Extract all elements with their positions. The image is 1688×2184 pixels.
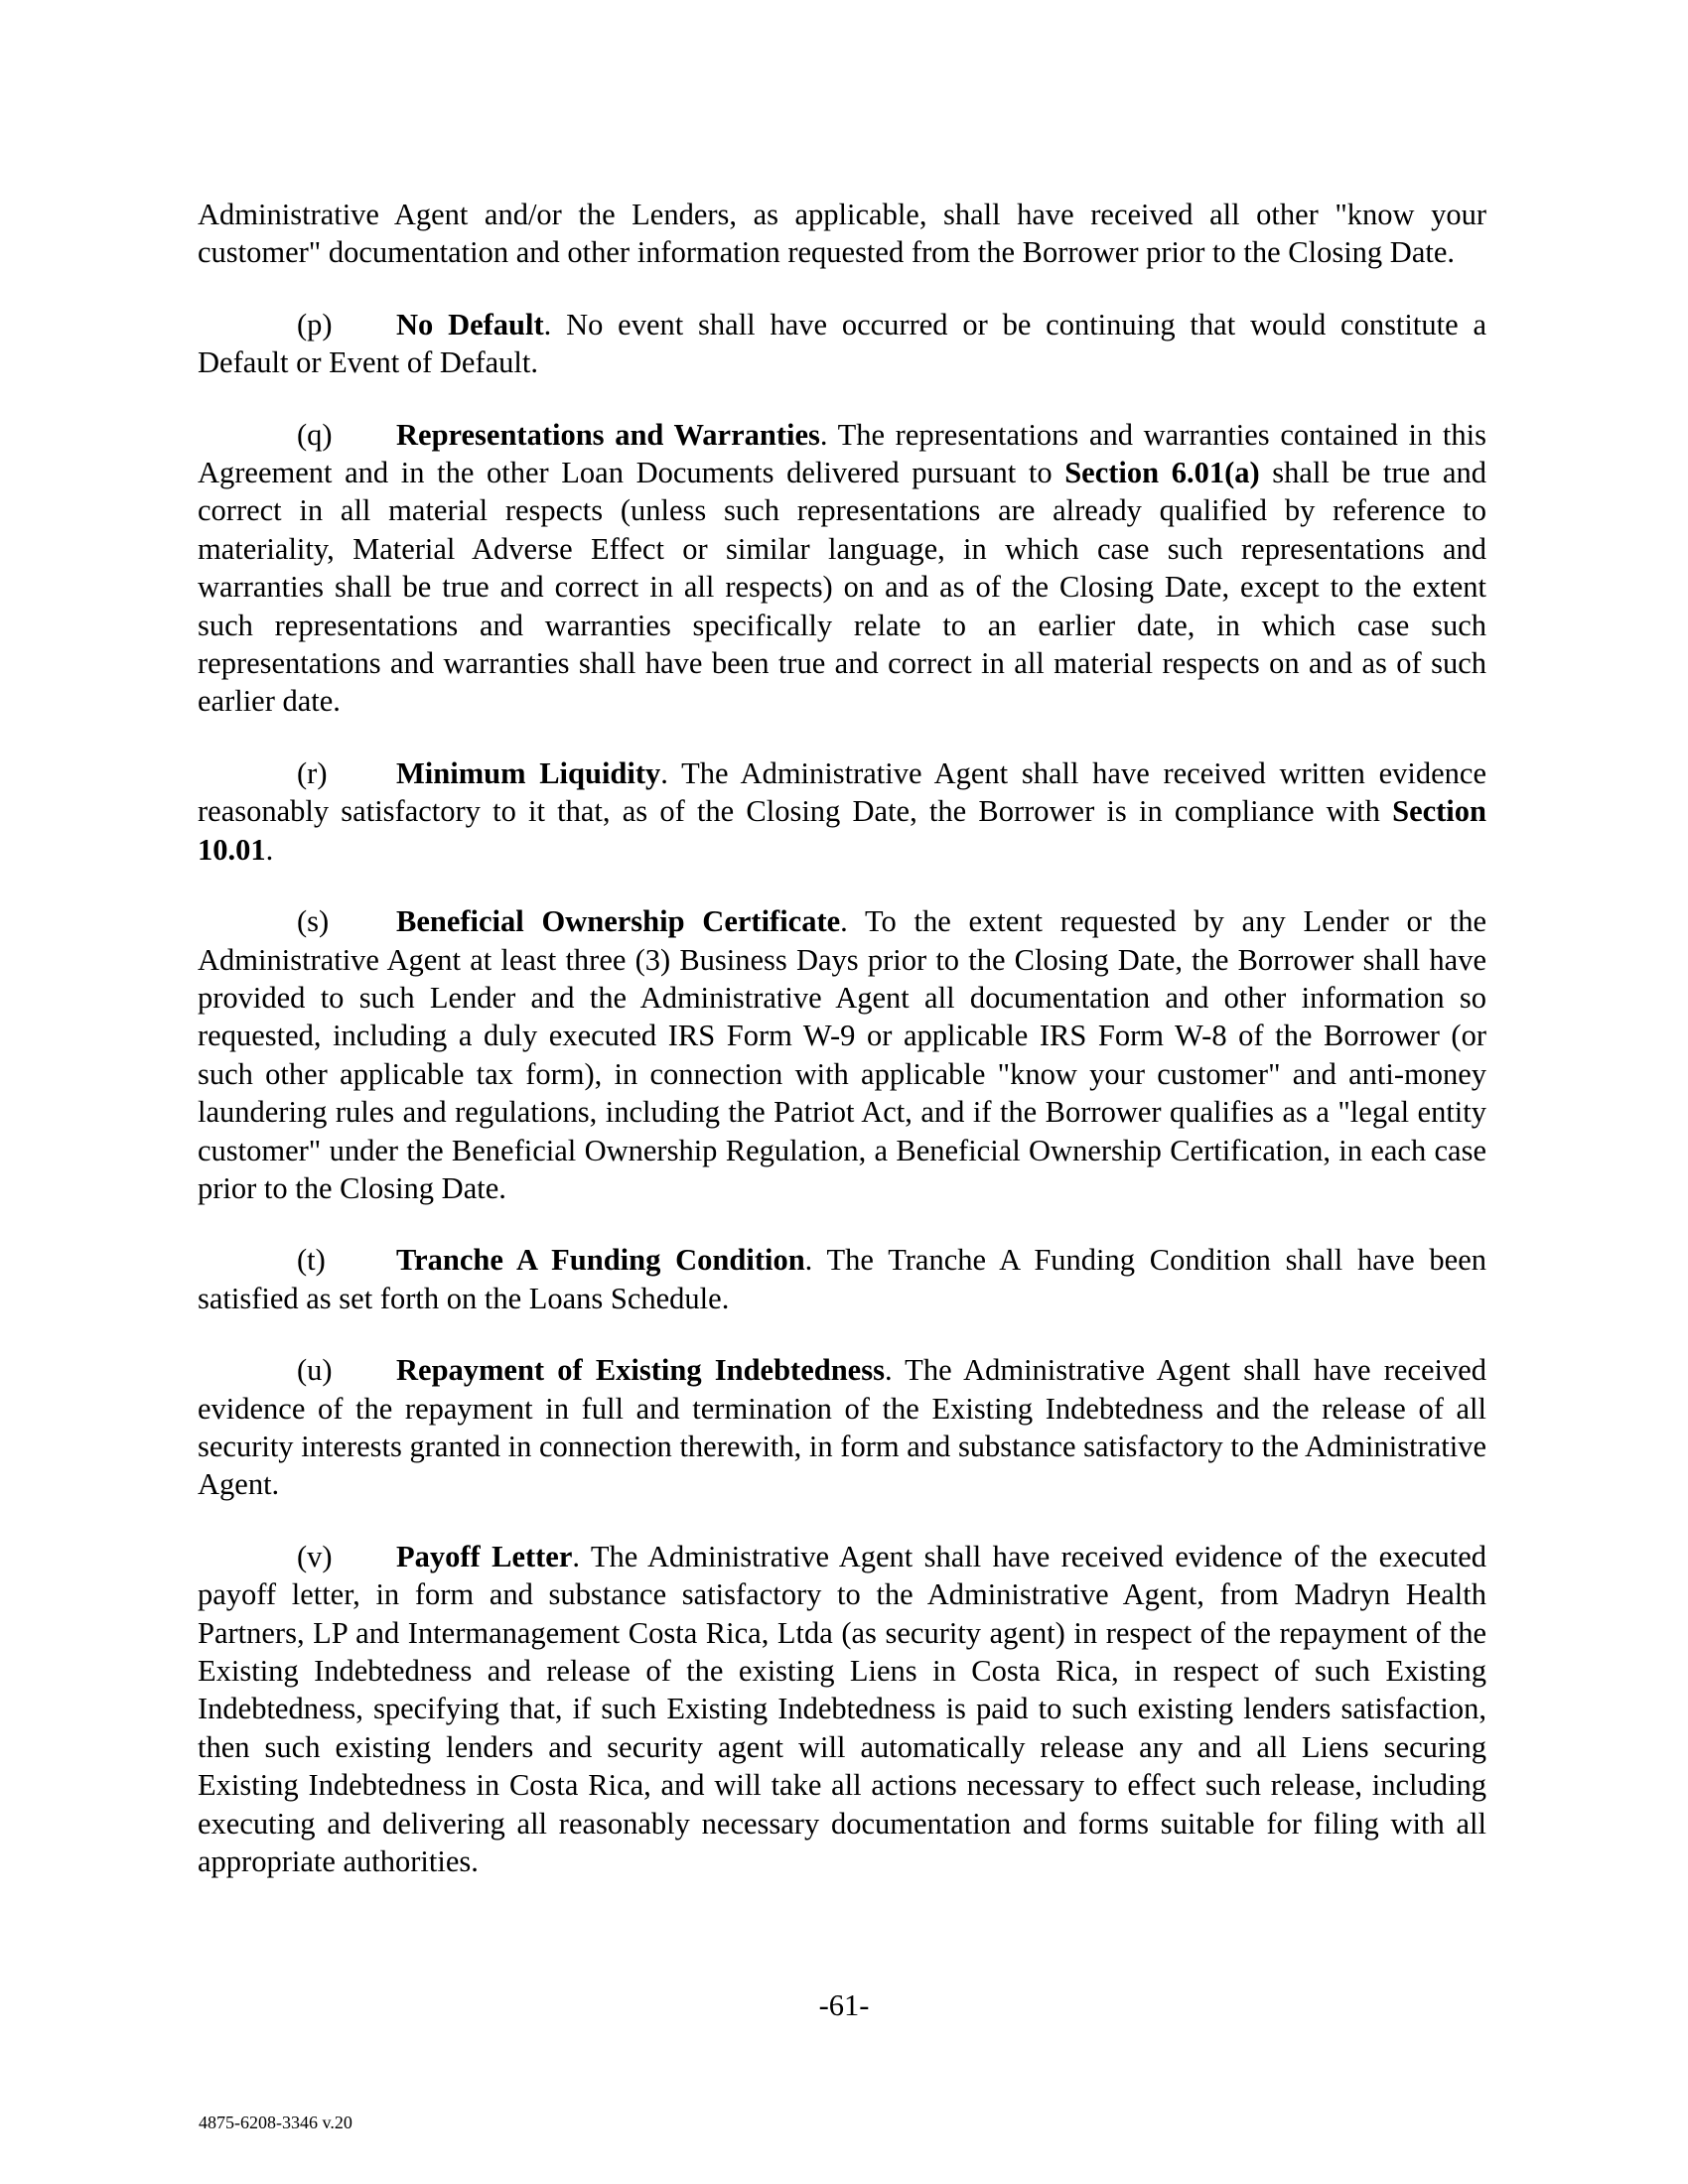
- document-body: [198, 196, 1486, 1914]
- section-p-heading: No Default: [396, 307, 544, 341]
- section-u-marker: (u): [297, 1353, 333, 1388]
- section-q-paragraph: [198, 416, 1486, 721]
- section-r-text-after-ref: .: [265, 832, 274, 867]
- section-v-heading: Payoff Letter: [396, 1539, 573, 1573]
- section-q-text-before-ref: . The representations and warranties contained in this Agreement and in the other Loan Documents delivered pursuant to: [198, 417, 1486, 490]
- continuation-paragraph: Administrative Agent and/or the Lenders, as applicable, shall have received all other "know your customer" documentation and other information requested from the Borrower prior to the Closing Date.: [198, 198, 1486, 270]
- section-s-paragraph: [198, 902, 1486, 1207]
- section-u-heading: Repayment of Existing Indebtedness: [396, 1353, 885, 1388]
- section-u-paragraph: [198, 1351, 1486, 1504]
- section-v-text: . The Administrative Agent shall have received evidence of the executed payoff letter, in form and substance satisfactory to the Administrative Agent, from Madryn Health Partners, LP and Intermanagement Costa Rica, Ltda (as security agent) in respect of the repayment of the Existing Indebtedness and release of the existing Liens in Costa Rica, in respect of such Existing Indebtedness, specifying that, if such Existing Indebtedness is paid to such existing lenders satisfaction, then such existing lenders and security agent will automatically release any and all Liens securing Existing Indebtedness in Costa Rica, and will take all actions necessary to effect such release, including executing and delivering all reasonably necessary documentation and forms suitable for filing with all appropriate authorities.: [198, 1539, 1486, 1879]
- section-s-marker: (s): [297, 904, 330, 939]
- section-q-text-after-ref: shall be true and correct in all material respects (unless such representations are already qualified by reference to materiality, Material Adverse Effect or similar language, in which case such representations and warranties shall be true and correct in all respects) on and as of the Closing Date, except to the extent such representations and warranties specifically relate to an earlier date, in which case such representations and warranties shall have been true and correct in all material respects on and as of such earlier date.: [198, 456, 1487, 719]
- document-id: 4875-6208-3346 v.20: [199, 2113, 352, 2132]
- section-r-marker: (r): [297, 755, 328, 790]
- section-p-text: . No event shall have occurred or be continuing that would constitute a Default or Event of Default.: [198, 307, 1486, 380]
- section-t-marker: (t): [297, 1243, 326, 1278]
- section-v-paragraph: [198, 1538, 1486, 1881]
- section-v-marker: (v): [297, 1539, 333, 1573]
- section-s-text: . To the extent requested by any Lender or the Administrative Agent at least three (3) Business Days prior to the Closing Date, the Borrower shall have provided to such Lender and the Administrative Agent all documentation and other information so requested, including a duly executed IRS Form W-9 or applicable IRS Form W-8 of the Borrower (or such other applicable tax form), in connection with applicable "know your customer" and anti-money laundering rules and regulations, including the Patriot Act, and if the Borrower qualifies as a "legal entity customer" under the Beneficial Ownership Regulation, a Beneficial Ownership Certification, in each case prior to the Closing Date.: [198, 904, 1486, 1205]
- section-r-ref: Section 10.01: [198, 794, 1486, 867]
- section-p-marker: (p): [297, 307, 333, 341]
- section-u-text: . The Administrative Agent shall have received evidence of the repayment in full and termination of the Existing Indebtedness and the release of all security interests granted in connection therewith, in form and substance satisfactory to the Administrative Agent.: [198, 1353, 1487, 1502]
- section-r-heading: Minimum Liquidity: [396, 755, 661, 790]
- page-number: -61-: [818, 1988, 870, 2022]
- section-q-ref: Section 6.01(a): [1064, 456, 1260, 490]
- section-t-text: . The Tranche A Funding Condition shall have been satisfied as set forth on the Loans Schedule.: [198, 1243, 1486, 1315]
- section-r-text-before-ref: . The Administrative Agent shall have received written evidence reasonably satisfactory to it that, as of the Closing Date, the Borrower is in compliance with: [198, 755, 1487, 829]
- section-p-paragraph: [198, 306, 1486, 382]
- section-t-paragraph: [198, 1241, 1486, 1317]
- section-r-paragraph: [198, 754, 1486, 869]
- section-t-heading: Tranche A Funding Condition: [396, 1243, 805, 1278]
- section-s-heading: Beneficial Ownership Certificate: [396, 904, 841, 939]
- section-q-heading: Representations and Warranties: [396, 417, 820, 452]
- section-q-marker: (q): [297, 417, 333, 452]
